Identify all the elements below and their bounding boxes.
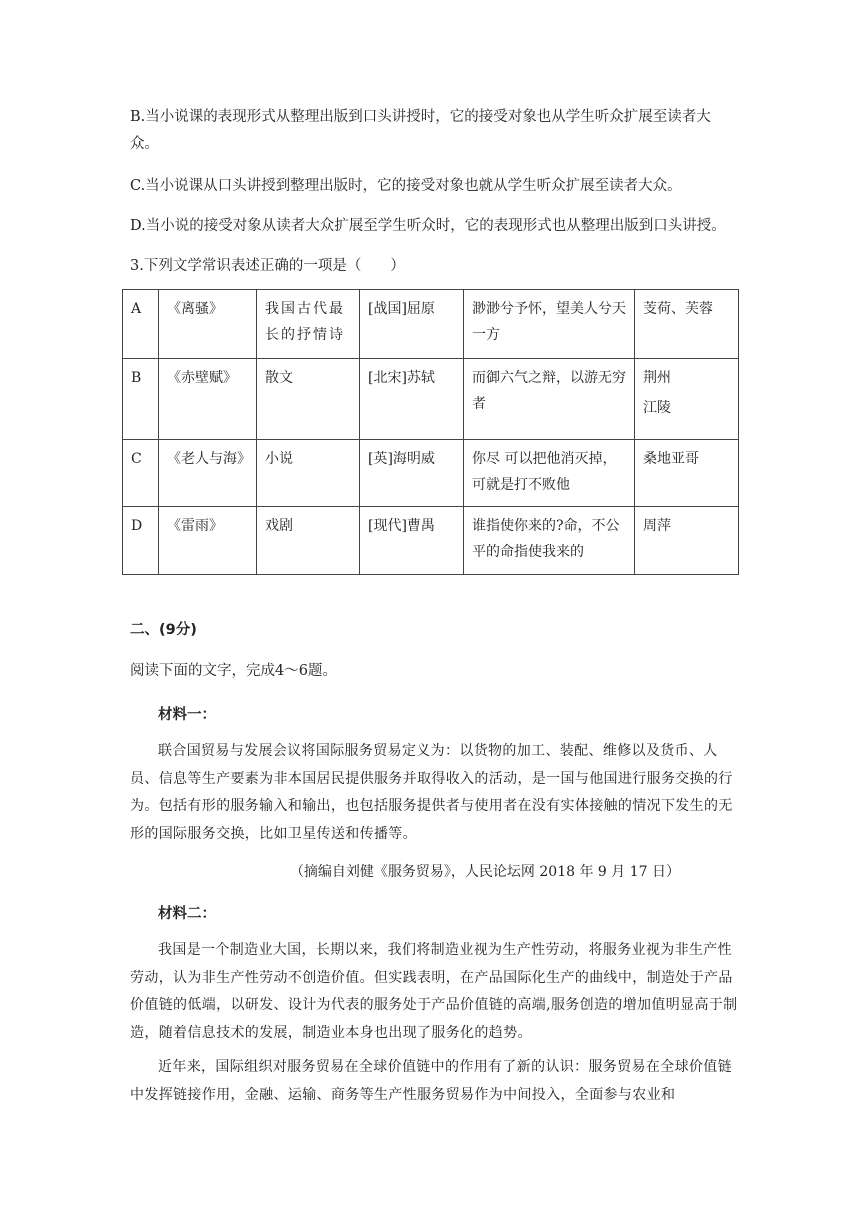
material-2-title: 材料二：	[158, 906, 216, 922]
question-3: 3.下列文学常识表述正确的一项是（ ）	[130, 258, 405, 274]
table-cell-quote: 谁指使你来的?命，不公平的命指使我来的	[464, 507, 635, 575]
material-1-title: 材料一：	[158, 707, 216, 723]
table-cell-work: 《老人与海》	[159, 440, 257, 507]
table-row	[123, 359, 739, 440]
table-cell-quote: 你尽 可以把他消灭掉，可就是打不败他	[464, 440, 635, 507]
table-cell-genre: 戏剧	[257, 507, 360, 575]
table-cell-item: 周萍	[635, 507, 739, 575]
table-cell-item-line2: 江陵	[643, 400, 671, 416]
option-c: C.当小说课从口头讲授到整理出版时，它的接受对象也就从学生听众扩展至读者大众。	[130, 178, 682, 194]
option-b-line2: 众。	[130, 136, 159, 152]
table-cell-item: 芰荷、芙蓉	[635, 290, 739, 359]
table-cell-author: [现代]曹禺	[360, 507, 464, 575]
option-d: D.当小说的接受对象从读者大众扩展至学生听众时，它的表现形式也从整理出版到口头讲授。	[130, 218, 726, 234]
table-row	[123, 507, 739, 575]
table-cell-option: D	[123, 507, 159, 575]
table-cell-genre: 散文	[257, 359, 360, 440]
table-cell-work: 《雷雨》	[159, 507, 257, 575]
table-cell-work: 《赤壁赋》	[159, 359, 257, 440]
section-2-heading: 二、(9分)	[130, 622, 197, 638]
table-cell-author: [北宋]苏轼	[360, 359, 464, 440]
option-b-line1: B.当小说课的表现形式从整理出版到口头讲授时，它的接受对象也从学生听众扩展至读者大	[130, 109, 711, 125]
table-cell-option: B	[123, 359, 159, 440]
table-cell-item: 桑地亚哥	[635, 440, 739, 507]
option-b	[130, 104, 745, 158]
table-cell-author: [英]海明威	[360, 440, 464, 507]
material-1-source: （摘编自刘健《服务贸易》，人民论坛网 2018 年 9 月 17 日）	[289, 864, 680, 880]
table-cell-option: C	[123, 440, 159, 507]
table-cell-genre: 我国古代最长的抒情诗	[257, 290, 360, 359]
table-cell-option: A	[123, 290, 159, 359]
material-2-paragraph-1: 我国是一个制造业大国，长期以来，我们将制造业视为生产性劳动，将服务业视为非生产性劳动，认为非生产性劳动不创造价值。但实践表明，在产品国际化生产的曲线中，制造处于产品价值链的低端，以研发、设计为代表的服务处于产品价值链的高端,服务创造的增加值明显高于制造，随着信息技术的发展，制造业本身也出现了服务化的趋势。	[130, 942, 738, 1041]
material-2-paragraph-2: 近年来，国际组织对服务贸易在全球价值链中的作用有了新的认识：服务贸易在全球价值链中发挥链接作用，金融、运输、商务等生产性服务贸易作为中间投入，全面参与农业和	[130, 1059, 732, 1103]
table-cell-work: 《离骚》	[159, 290, 257, 359]
table-cell-item	[635, 359, 739, 440]
table-cell-item-line1: 荆州	[643, 370, 671, 386]
literature-table	[122, 289, 739, 575]
table-row	[123, 440, 739, 507]
material-1-text: 联合国贸易与发展会议将国际服务贸易定义为：以货物的加工、装配、维修以及货币、人员、信息等生产要素为非本国居民提供服务并取得收入的活动，是一国与他国进行服务交换的行为。包括有形的服务输入和输出，也包括服务提供者与使用者在没有实体接触的情况下发生的无形的国际服务交换，比如卫星传送和传播等。	[130, 743, 733, 842]
table-cell-quote: 渺渺兮予怀，望美人兮天一方	[464, 290, 635, 359]
table-cell-quote: 而御六气之辩，以游无穷者	[464, 359, 635, 440]
table-cell-author: [战国]屈原	[360, 290, 464, 359]
section-2-instruction: 阅读下面的文字，完成4～6题。	[130, 663, 337, 679]
table-row	[123, 290, 739, 359]
table-cell-genre: 小说	[257, 440, 360, 507]
